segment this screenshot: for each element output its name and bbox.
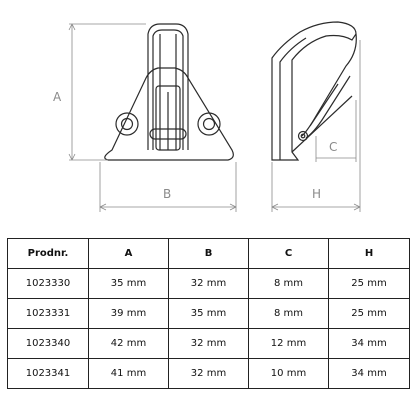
side-view [272,22,356,160]
spec-table [7,238,410,389]
table-row [8,359,410,389]
table-row [8,329,410,359]
cell-prodnr: 1023330 [8,269,89,299]
cell-b: 32 mm [169,329,249,359]
cell-h: 25 mm [329,269,410,299]
cell-b: 32 mm [169,359,249,389]
header-a: A [89,239,169,269]
cell-b: 32 mm [169,269,249,299]
cell-prodnr: 1023340 [8,329,89,359]
cell-prodnr: 1023331 [8,299,89,329]
cell-b: 35 mm [169,299,249,329]
front-view [105,24,234,160]
cell-c: 12 mm [249,329,329,359]
header-h: H [329,239,410,269]
cell-h: 34 mm [329,329,410,359]
header-b: B [169,239,249,269]
cell-a: 35 mm [89,269,169,299]
cell-a: 42 mm [89,329,169,359]
header-prodnr: Prodnr. [8,239,89,269]
cell-c: 10 mm [249,359,329,389]
cell-a: 41 mm [89,359,169,389]
dimension-c-label: C [329,140,338,154]
dimension-h-label: H [312,187,322,201]
header-c: C [249,239,329,269]
cell-c: 8 mm [249,269,329,299]
cell-a: 39 mm [89,299,169,329]
cell-h: 25 mm [329,299,410,329]
table-row [8,269,410,299]
dimension-b-label: B [163,187,172,201]
header-row [8,239,410,269]
cell-c: 8 mm [249,299,329,329]
cell-h: 34 mm [329,359,410,389]
table-row [8,299,410,329]
cell-prodnr: 1023341 [8,359,89,389]
dimension-a-label: A [53,90,62,104]
